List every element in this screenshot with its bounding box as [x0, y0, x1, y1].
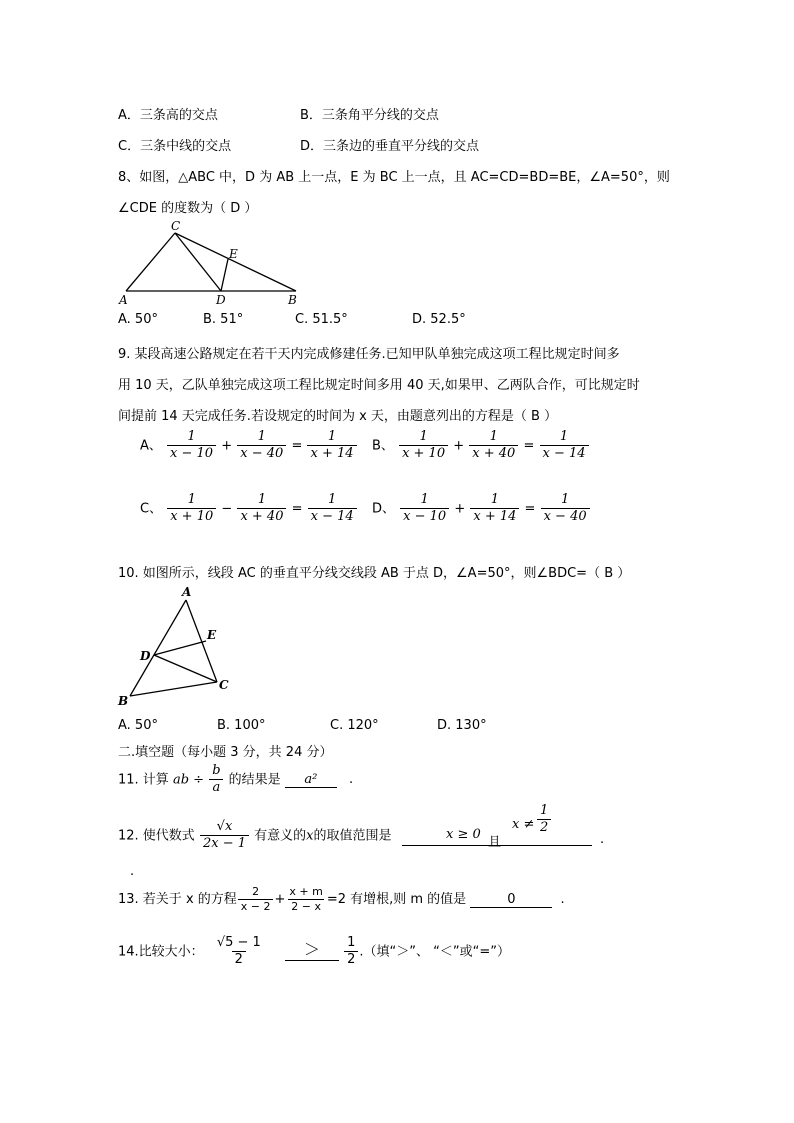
- q14-pre: 14.比较大小：: [118, 944, 204, 960]
- q9-a-d1: x − 10: [167, 445, 216, 461]
- q11-pre: 11. 计算: [118, 772, 169, 788]
- q8-label-a: A: [119, 293, 128, 307]
- q14: [118, 936, 510, 968]
- q13-n2: x + m: [289, 885, 323, 898]
- q9-a-op: +: [221, 438, 233, 454]
- q9-d-n1: 1: [420, 492, 429, 507]
- q9-d-d3: x − 40: [541, 508, 590, 524]
- q12-post: 有意义的: [254, 828, 307, 844]
- q7-option-b: B．三条角平分线的交点: [300, 108, 439, 123]
- q10-label-d: D: [140, 649, 151, 663]
- q9-d-label: D、: [372, 501, 396, 517]
- q11-answer: a²: [285, 772, 337, 788]
- q9-b-d3: x − 14: [540, 445, 589, 461]
- q12: [118, 820, 392, 852]
- q9-b-eq: =: [523, 438, 535, 454]
- q13-end: .: [560, 892, 565, 908]
- q12-answer1: x ≥ 0: [446, 827, 481, 842]
- q8-option-a: A. 50°: [118, 312, 158, 327]
- q9-text-line2: 用 10 天，乙队单独完成这项工程比规定时间多用 40 天,如果甲、乙两队合作，可比规定时: [118, 378, 640, 393]
- q9-d-d1: x − 10: [400, 508, 449, 524]
- q8-label-c: C: [171, 219, 181, 233]
- q9-c-n3: 1: [328, 492, 337, 507]
- q10-option-c: C. 120°: [330, 718, 379, 733]
- q12-end: .: [600, 832, 605, 847]
- q12-half-den: 2: [537, 819, 551, 835]
- q9-b-n2: 1: [489, 429, 498, 444]
- q9-a-label: A、: [140, 438, 162, 454]
- q12-half: [536, 804, 552, 836]
- q13: [118, 886, 565, 913]
- q9-a-n2: 1: [257, 429, 266, 444]
- q9-option-d: [372, 493, 591, 525]
- q10-option-d: D. 130°: [437, 718, 487, 733]
- q9-d-n3: 1: [560, 492, 570, 507]
- q9-d-eq: =: [524, 501, 536, 517]
- q10-label-a: A: [182, 585, 192, 599]
- q12-half-num: 1: [540, 803, 549, 818]
- q11-end: .: [348, 772, 354, 788]
- q10-option-a: A. 50°: [118, 718, 158, 733]
- q9-b-n1: 1: [419, 429, 428, 444]
- q9-option-c: [140, 493, 358, 525]
- q13-answer: 0: [470, 892, 552, 908]
- q12-x: x: [306, 828, 314, 844]
- q9-text-line3: 间提前 14 天完成任务.若设规定的时间为 x 天，由题意列出的方程是（ B ）: [118, 409, 558, 424]
- q8-label-d: D: [216, 293, 226, 307]
- q12-and: 且: [488, 835, 502, 850]
- q9-c-d3: x − 14: [308, 508, 357, 524]
- q9-b-n3: 1: [559, 429, 569, 444]
- q14-den2: 2: [344, 951, 358, 967]
- q9-d-d2: x + 14: [470, 508, 519, 524]
- q13-post: =2 有增根,则 m 的值是: [326, 892, 467, 908]
- section2-heading: 二.填空题（每小题 3 分，共 24 分）: [118, 745, 333, 760]
- q13-plus: +: [274, 892, 286, 908]
- q13-n1: 2: [252, 885, 260, 898]
- q11-a: a: [209, 779, 223, 795]
- q9-a-d3: x + 14: [307, 445, 356, 461]
- q9-d-op: +: [454, 501, 466, 517]
- q10-option-b: B. 100°: [217, 718, 266, 733]
- q12-answer2: x ≠: [512, 817, 535, 832]
- q12-den: 2x − 1: [200, 835, 249, 851]
- q9-a-n3: 1: [327, 429, 337, 444]
- q8-text-line2: ∠CDE 的度数为（ D ）: [118, 201, 258, 216]
- q9-a-eq: =: [291, 438, 303, 454]
- q14-den: 2: [232, 951, 246, 967]
- q9-d-n2: 1: [490, 492, 500, 507]
- q9-c-label: C、: [140, 501, 163, 517]
- q8-label-b: B: [288, 293, 297, 307]
- q12-stray-dot: .: [130, 864, 135, 879]
- q14-answer: ＞: [285, 937, 339, 961]
- q11-post: 的结果是: [228, 772, 281, 788]
- q9-option-a: [140, 430, 358, 462]
- q9-c-n2: 1: [257, 492, 267, 507]
- q8-option-d: D. 52.5°: [412, 312, 466, 327]
- q10-triangle-figure: [114, 584, 239, 710]
- q11-ab: ab ÷: [172, 772, 205, 788]
- q9-option-b: [372, 430, 590, 462]
- q11-b: b: [212, 763, 221, 778]
- q13-pre: 13. 若关于 x 的方程: [118, 892, 237, 908]
- q7-option-d: D．三条边的垂直平分线的交点: [300, 139, 480, 154]
- q9-b-op: +: [453, 438, 465, 454]
- q10-text: 10. 如图所示，线段 AC 的垂直平分线交线段 AB 于点 D，∠A=50°，则∠BDC=（ B ）: [118, 566, 631, 581]
- q8-triangle-figure: [118, 218, 303, 308]
- q9-text-line1: 9. 某段高速公路规定在若干天内完成修建任务.已知甲队单独完成这项工程比规定时间多: [118, 347, 620, 362]
- q7-option-a: A．三条高的交点: [118, 108, 218, 123]
- q10-label-b: B: [118, 694, 129, 708]
- q14-num: √5 − 1: [216, 935, 261, 950]
- q11: [118, 764, 353, 796]
- q13-d2: 2 − x: [288, 899, 324, 913]
- q8-label-e: E: [229, 247, 238, 261]
- q9-b-d2: x + 40: [469, 445, 518, 461]
- q10-label-c: C: [219, 678, 229, 692]
- q14-num2: 1: [347, 935, 356, 950]
- q9-a-d2: x − 40: [237, 445, 286, 461]
- q13-d1: x − 2: [238, 899, 274, 913]
- q9-b-label: B、: [372, 438, 394, 454]
- q9-b-d1: x + 10: [399, 445, 448, 461]
- q14-post: .（填“＞”、 “＜”或“=”）: [359, 944, 510, 960]
- q9-c-eq: =: [291, 501, 303, 517]
- q9-a-n1: 1: [187, 429, 196, 444]
- q12-pre: 12. 使代数式: [118, 828, 195, 844]
- q8-text-line1: 8、如图，△ABC 中，D 为 AB 上一点，E 为 BC 上一点，且 AC=CD=BD=BE，∠A=50°，则: [118, 170, 670, 185]
- q9-c-d1: x + 10: [167, 508, 216, 524]
- q12-post2: 的取值范围是: [313, 828, 392, 844]
- q8-option-c: C. 51.5°: [295, 312, 348, 327]
- q12-num: √x: [216, 819, 233, 834]
- q10-label-e: E: [207, 628, 217, 642]
- q8-option-b: B. 51°: [203, 312, 244, 327]
- q9-c-op: −: [221, 501, 233, 517]
- q7-option-c: C．三条中线的交点: [118, 139, 232, 154]
- q9-c-n1: 1: [187, 492, 196, 507]
- q9-c-d2: x + 40: [237, 508, 286, 524]
